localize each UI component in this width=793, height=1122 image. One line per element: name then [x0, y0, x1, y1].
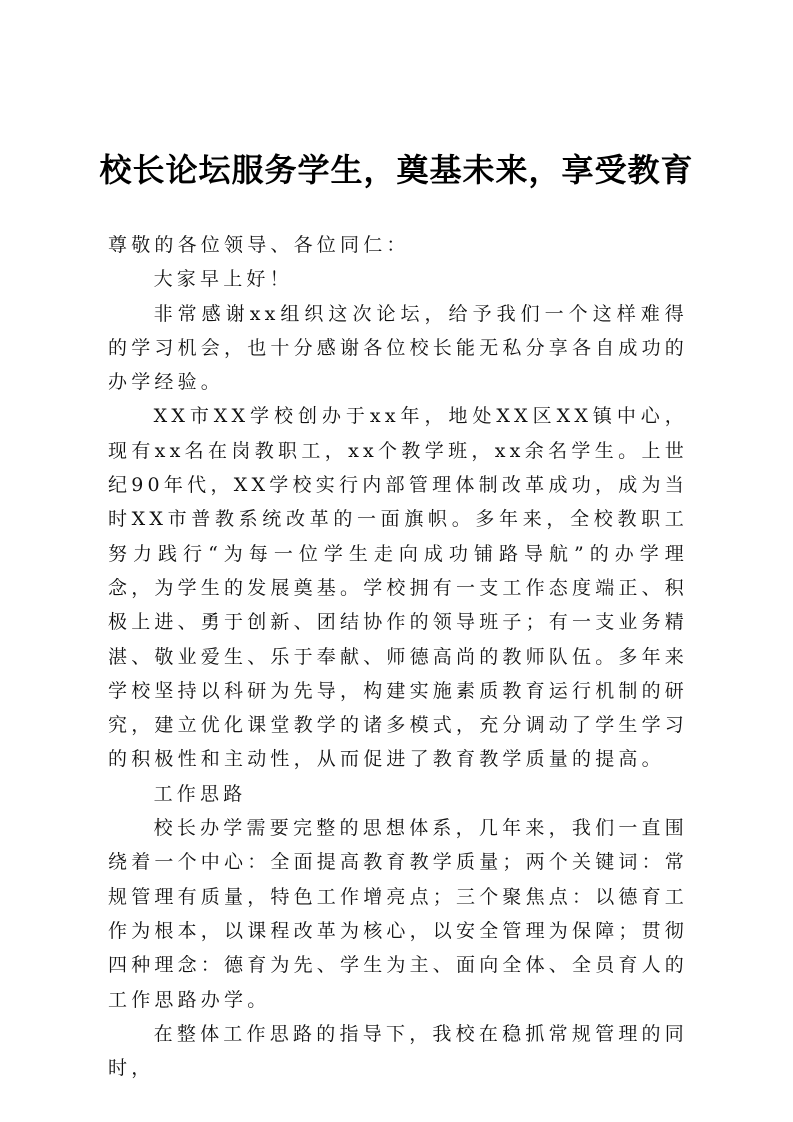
paragraph-work-approach: 校长办学需要完整的思想体系，几年来，我们一直围绕着一个中心：全面提高教育教学质量；两个关键词：常规管理有质量，特色工作增亮点；三个聚焦点：以德育工作为根本，以课程改革为核心，以安全管理为保障；贯彻四种理念：德育为先、学生为主、面向全体、全员育人的工作思路办学。 [108, 817, 689, 1011]
document-body [108, 228, 688, 1085]
paragraph-continued: 在整体工作思路的指导下，我校在稳抓常规管理的同时， [108, 1022, 688, 1080]
document-title: 校长论坛服务学生，奠基未来，享受教育 [99, 151, 694, 189]
paragraph-thanks: 非常感谢xx组织这次论坛，给予我们一个这样难得的学习机会，也十分感谢各位校长能无私分享各自成功的办学经验。 [108, 302, 689, 394]
section-heading: 工作思路 [153, 782, 247, 805]
salutation: 尊敬的各位领导、各位同仁： [108, 234, 410, 256]
paragraph-school-intro: XX市XX学校创办于xx年，地处XX区XX镇中心，现有xx名在岗教职工，xx个教学班，xx余名学生。上世纪90年代，XX学校实行内部管理体制改革成功，成为当时XX市普教系统改革的一面旗帜。多年来，全校教职工努力践行“为每一位学生走向成功铺路导航”的办学理念，为学生的发展奠基。学校拥有一支工作态度端正、积极上进、勇于创新、团结协作的领导班子；有一支业务精湛、敬业爱生、乐于奉献、师德高尚的教师队伍。多年来学校坚持以科研为先导，构建实施素质教育运行机制的研究，建立优化课堂教学的诸多模式，充分调动了学生学习的积极性和主动性，从而促进了教育教学质量的提高。 [108, 405, 689, 771]
greeting: 大家早上好！ [153, 268, 293, 291]
